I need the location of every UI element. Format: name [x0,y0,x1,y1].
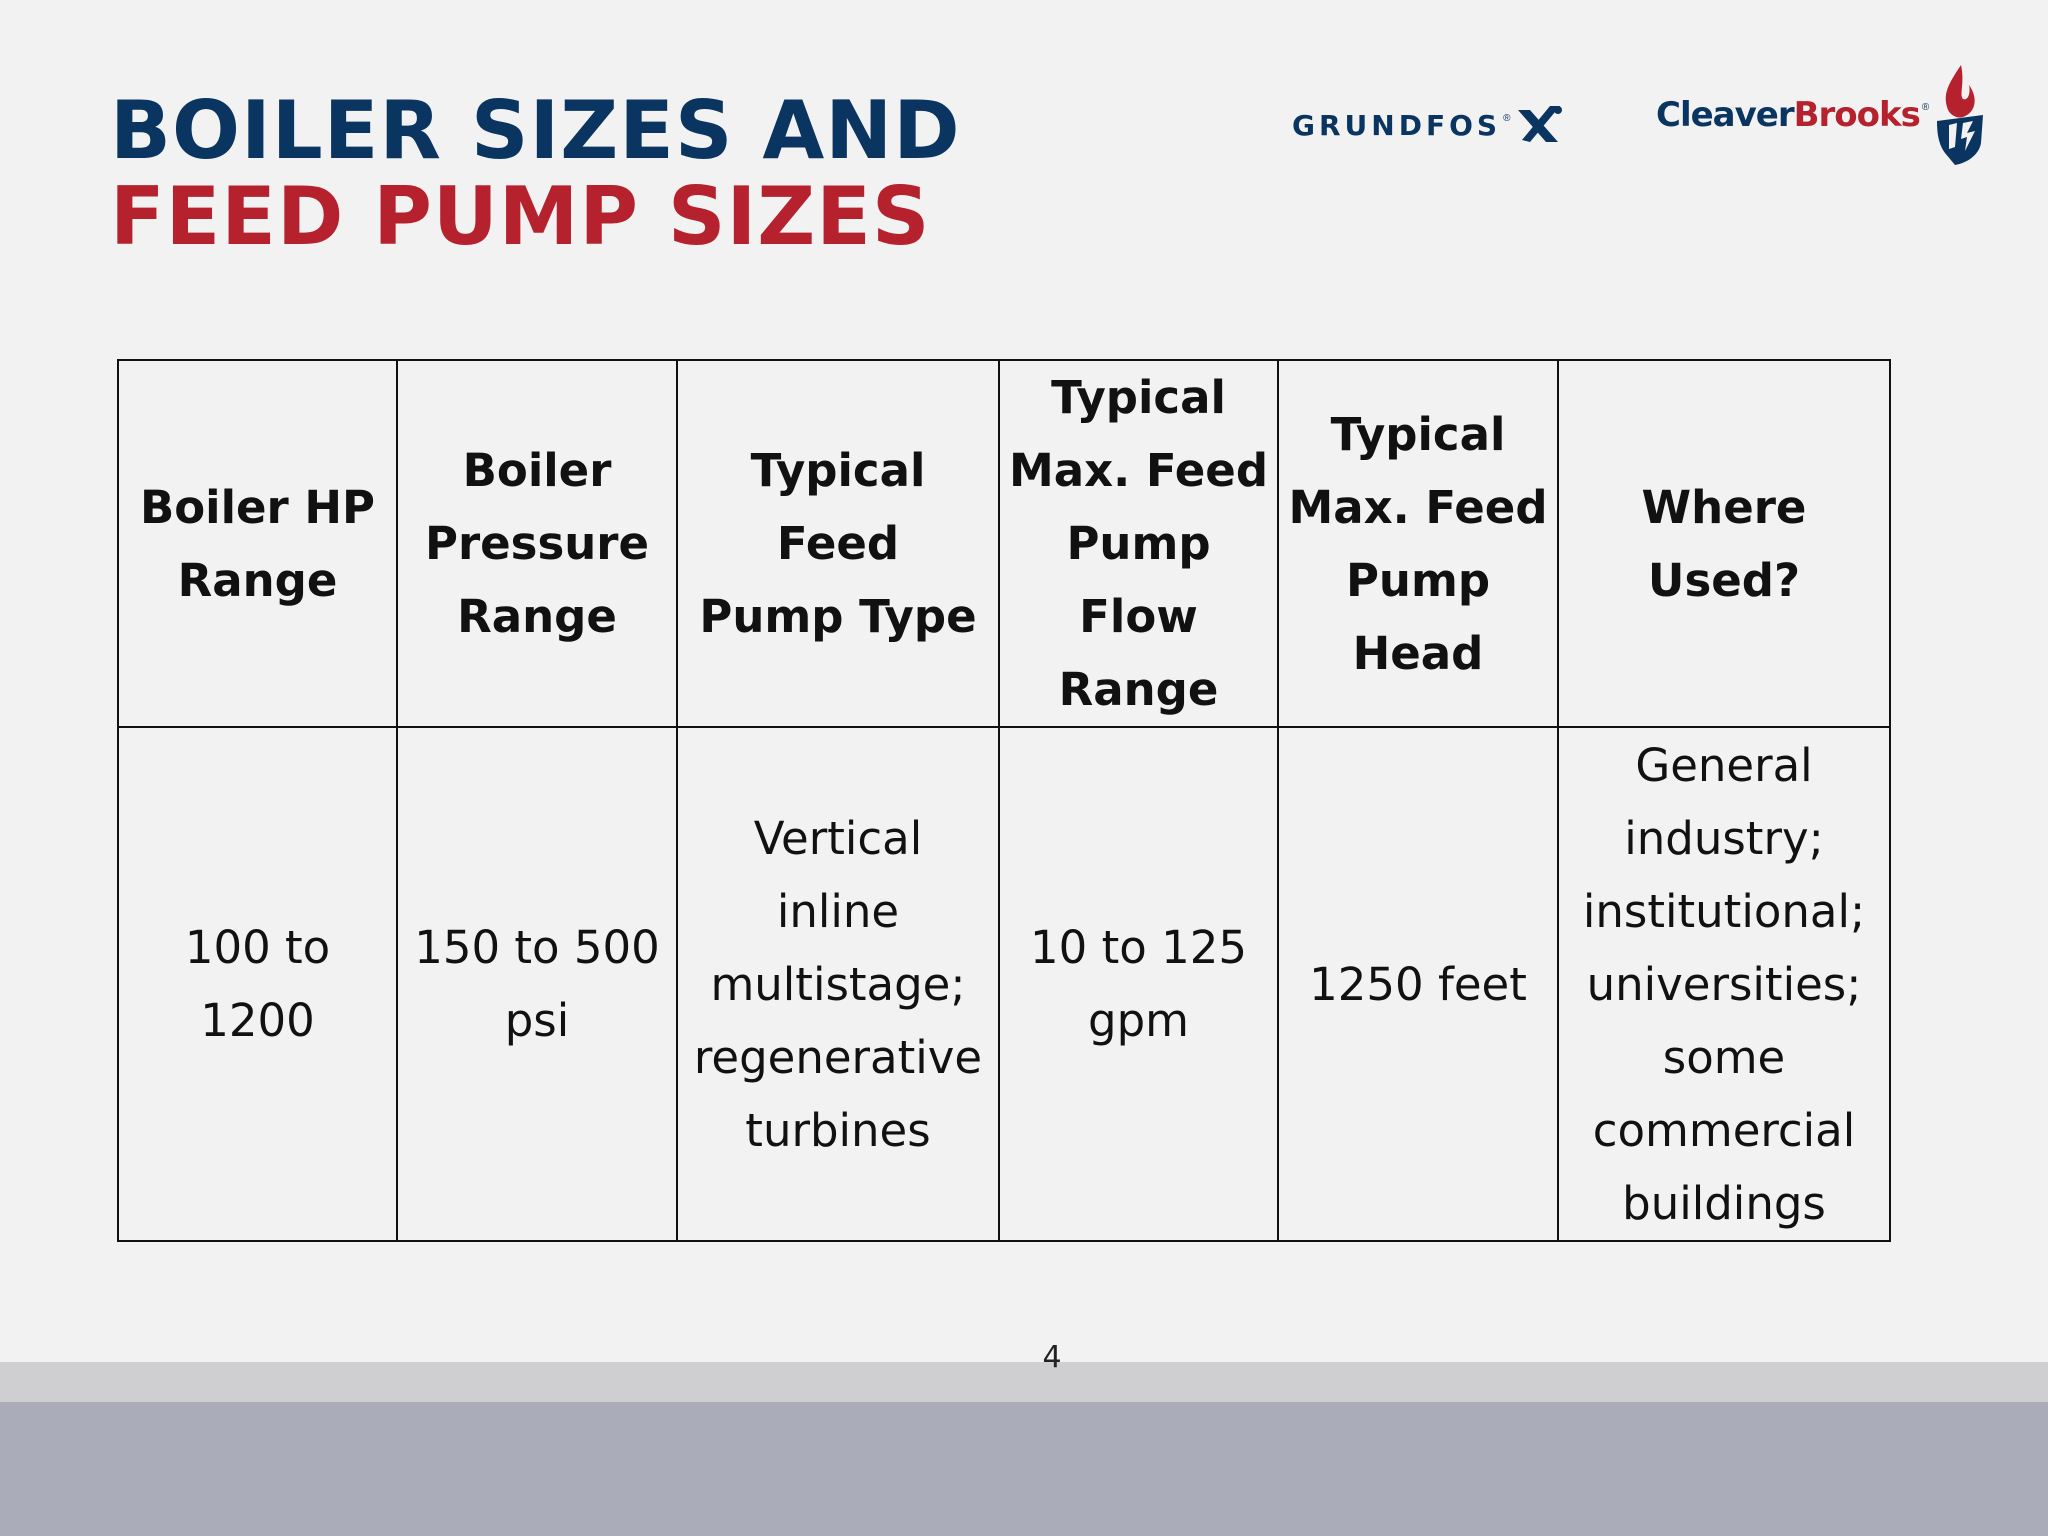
header-cell [118,360,397,727]
table-cell [1278,727,1558,1241]
cell-boiler-pressure-range: 150 to 500 psi [414,921,660,1047]
header-cell [1558,360,1890,727]
header-typical-max-feed-pump-head: Typical Max. Feed Pump Head [1288,407,1548,680]
cleaverbrooks-registered-mark: ® [1921,101,1930,113]
header-cell [1278,360,1558,727]
cleaverbrooks-logo-text-cleaver: Cleaver [1656,95,1794,135]
slide-title [110,84,961,263]
grundfos-x-icon [1514,102,1564,148]
header-where-used: Where Used? [1641,480,1807,607]
header-cell [999,360,1278,727]
table-cell [1558,727,1890,1241]
header-cell [397,360,677,727]
table-row [118,727,1890,1241]
slide-title-line-1: BOILER SIZES AND [110,84,961,177]
page-number: 4 [1042,1340,1062,1375]
table-cell [397,727,677,1241]
cell-max-feed-pump-flow-range: 10 to 125 gpm [1030,921,1247,1047]
header-cell [677,360,999,727]
cell-typical-feed-pump-type: Vertical inline multistage; regenerative turbines [693,811,983,1157]
header-typical-feed-pump-type: Typical Feed Pump Type [699,444,977,643]
flame-shield-icon [1931,63,1989,167]
cleaverbrooks-logo [1656,60,1989,170]
header-typical-max-feed-pump-flow-range: Typical Max. Feed Pump Flow Range [1008,371,1269,716]
footer-band-dark [0,1402,2048,1536]
grundfos-logo [1292,100,1564,150]
table-cell [118,727,397,1241]
header-boiler-hp-range: Boiler HP Range [139,480,376,607]
cell-where-used: General industry; institutional; universities; some commercial buildings [1582,738,1866,1230]
header-boiler-pressure-range: Boiler Pressure Range [424,444,649,643]
cleaverbrooks-logo-text-brooks: Brooks [1793,95,1920,135]
cell-boiler-hp-range: 100 to 1200 [184,921,331,1047]
boiler-feed-pump-table [117,359,1891,1242]
cell-max-feed-pump-head: 1250 feet [1309,957,1527,1011]
table-cell [999,727,1278,1241]
slide-title-line-2: FEED PUMP SIZES [110,170,931,263]
grundfos-registered-mark: ® [1503,112,1511,124]
table-cell [677,727,999,1241]
grundfos-logo-text: GRUNDFOS [1292,108,1502,142]
table-header-row [118,360,1890,727]
